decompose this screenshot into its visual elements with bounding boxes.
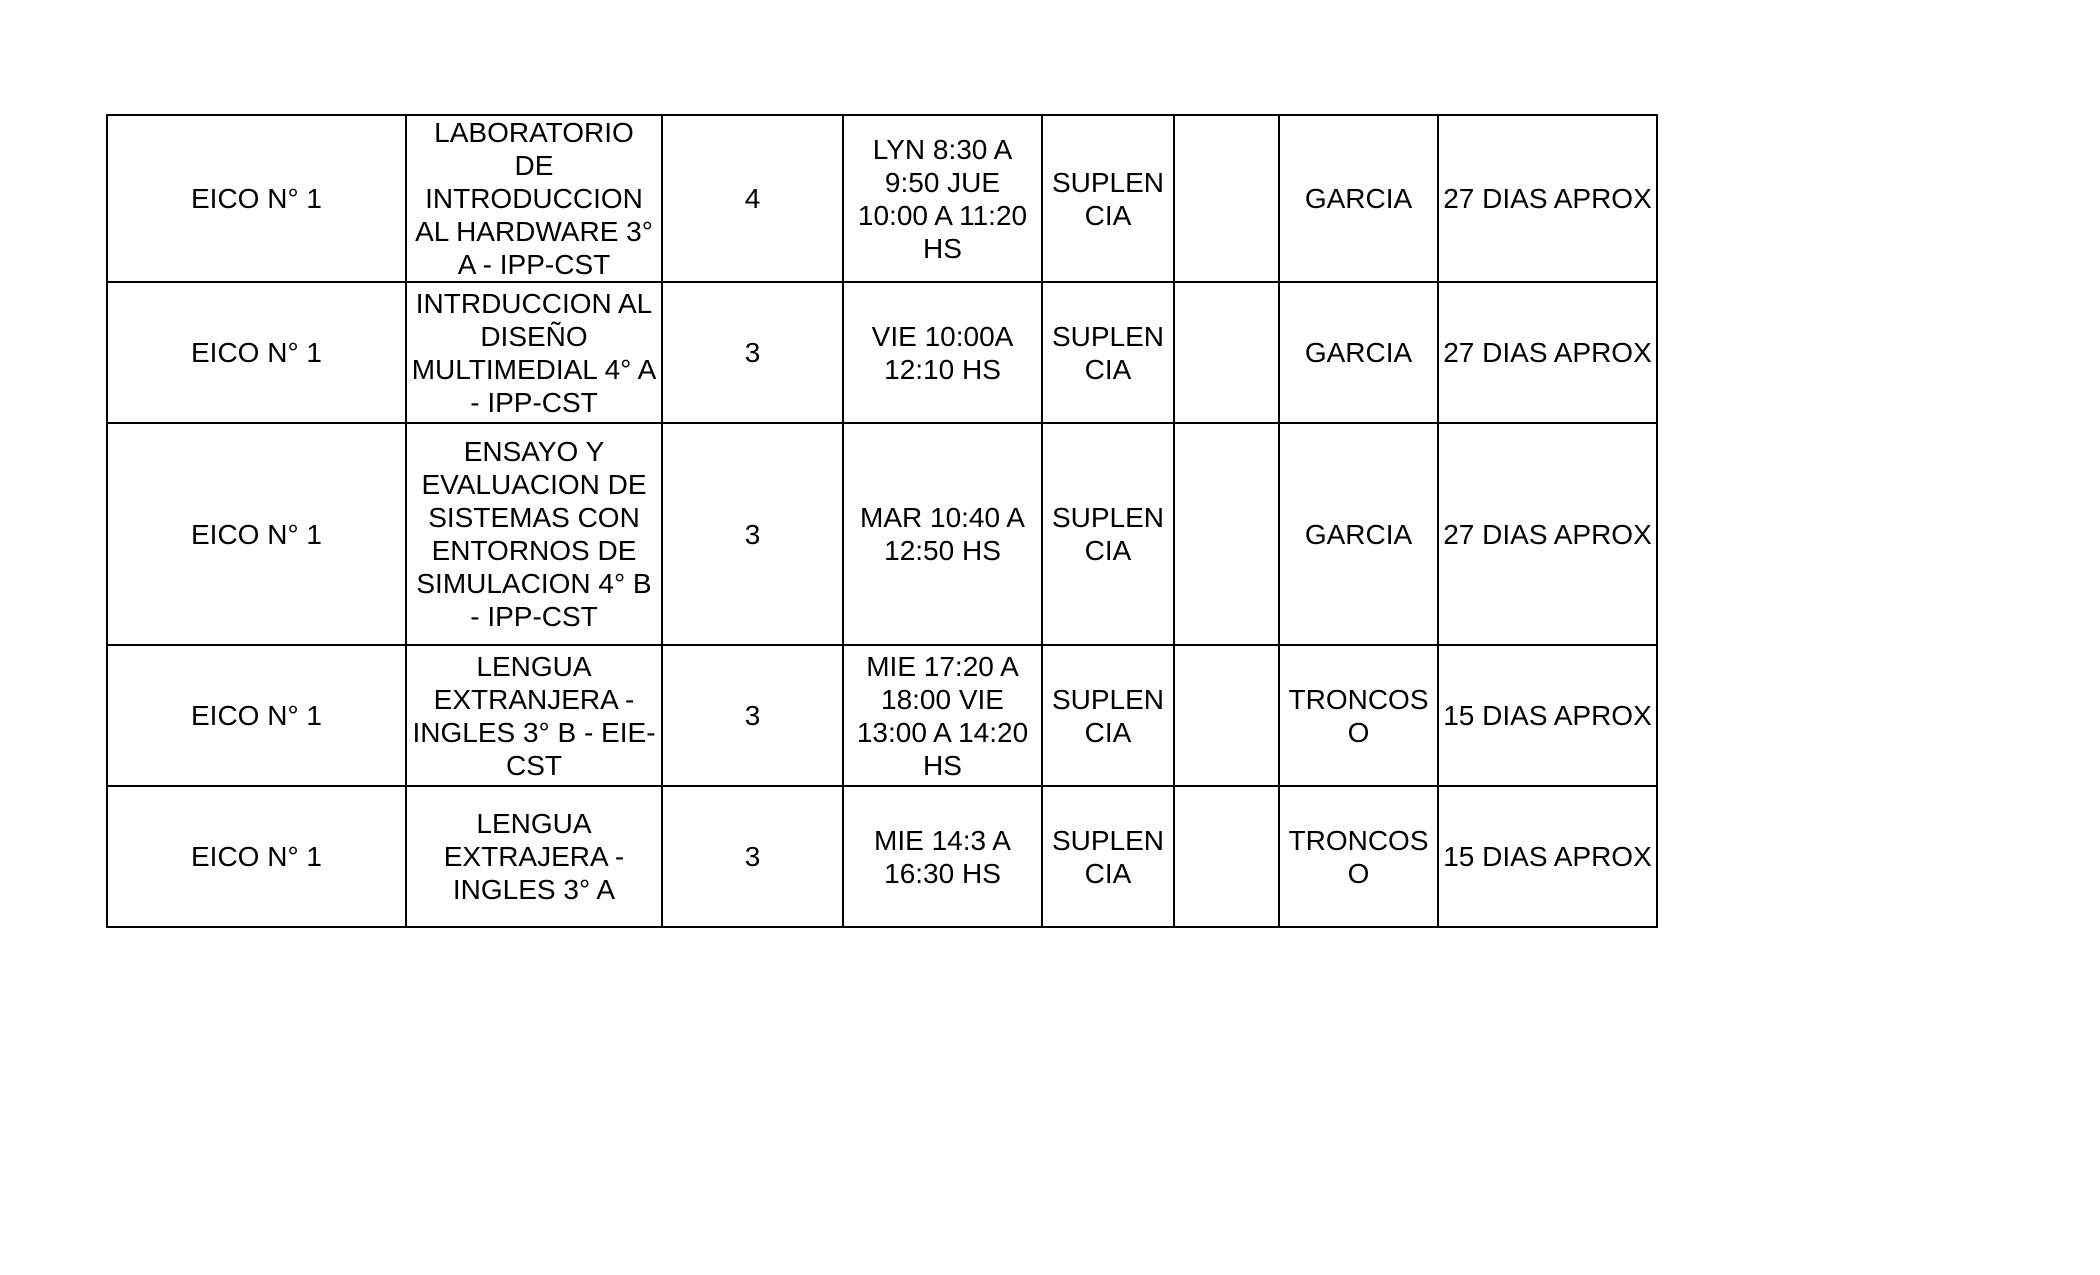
subject-cell: LENGUA EXTRANJERA - INGLES 3° B - EIE-CST <box>406 645 662 786</box>
duration-cell: 27 DIAS APROX <box>1438 423 1657 645</box>
subject-cell: ENSAYO Y EVALUACION DE SISTEMAS CON ENTORNOS DE SIMULACION 4° B - IPP-CST <box>406 423 662 645</box>
table-row <box>107 786 1657 927</box>
schedule-cell: MIE 14:3 A 16:30 HS <box>843 786 1042 927</box>
duration-cell: 15 DIAS APROX <box>1438 645 1657 786</box>
duration-cell: 15 DIAS APROX <box>1438 786 1657 927</box>
hours-cell: 3 <box>662 282 843 423</box>
type-cell: SUPLEN CIA <box>1042 423 1174 645</box>
schedule-cell: LYN 8:30 A 9:50 JUE 10:00 A 11:20 HS <box>843 115 1042 282</box>
teacher-cell: GARCIA <box>1279 282 1438 423</box>
blank-cell <box>1174 423 1279 645</box>
teacher-cell: GARCIA <box>1279 115 1438 282</box>
type-cell: SUPLEN CIA <box>1042 282 1174 423</box>
teacher-cell: TRONCOS O <box>1279 645 1438 786</box>
schedule-cell: MIE 17:20 A 18:00 VIE 13:00 A 14:20 HS <box>843 645 1042 786</box>
duration-cell: 27 DIAS APROX <box>1438 115 1657 282</box>
school-cell: EICO N° 1 <box>107 786 406 927</box>
teacher-cell: GARCIA <box>1279 423 1438 645</box>
school-cell: EICO N° 1 <box>107 282 406 423</box>
school-cell: EICO N° 1 <box>107 645 406 786</box>
subject-cell: INTRDUCCION AL DISEÑO MULTIMEDIAL 4° A - IPP-CST <box>406 282 662 423</box>
hours-cell: 3 <box>662 423 843 645</box>
school-cell: EICO N° 1 <box>107 423 406 645</box>
type-cell: SUPLEN CIA <box>1042 786 1174 927</box>
type-cell: SUPLEN CIA <box>1042 115 1174 282</box>
table-row <box>107 423 1657 645</box>
hours-cell: 4 <box>662 115 843 282</box>
blank-cell <box>1174 115 1279 282</box>
subject-cell: LABORATORIO DE INTRODUCCION AL HARDWARE 3° A - IPP-CST <box>406 115 662 282</box>
type-cell: SUPLEN CIA <box>1042 645 1174 786</box>
schedule-cell: VIE 10:00A 12:10 HS <box>843 282 1042 423</box>
teacher-cell: TRONCOS O <box>1279 786 1438 927</box>
table-row <box>107 645 1657 786</box>
blank-cell <box>1174 786 1279 927</box>
hours-cell: 3 <box>662 786 843 927</box>
school-cell: EICO N° 1 <box>107 115 406 282</box>
duration-cell: 27 DIAS APROX <box>1438 282 1657 423</box>
schedule-cell: MAR 10:40 A 12:50 HS <box>843 423 1042 645</box>
subject-cell: LENGUA EXTRAJERA - INGLES 3° A <box>406 786 662 927</box>
table-row <box>107 282 1657 423</box>
blank-cell <box>1174 282 1279 423</box>
table-row <box>107 115 1657 282</box>
blank-cell <box>1174 645 1279 786</box>
schedule-table <box>106 114 1658 928</box>
hours-cell: 3 <box>662 645 843 786</box>
